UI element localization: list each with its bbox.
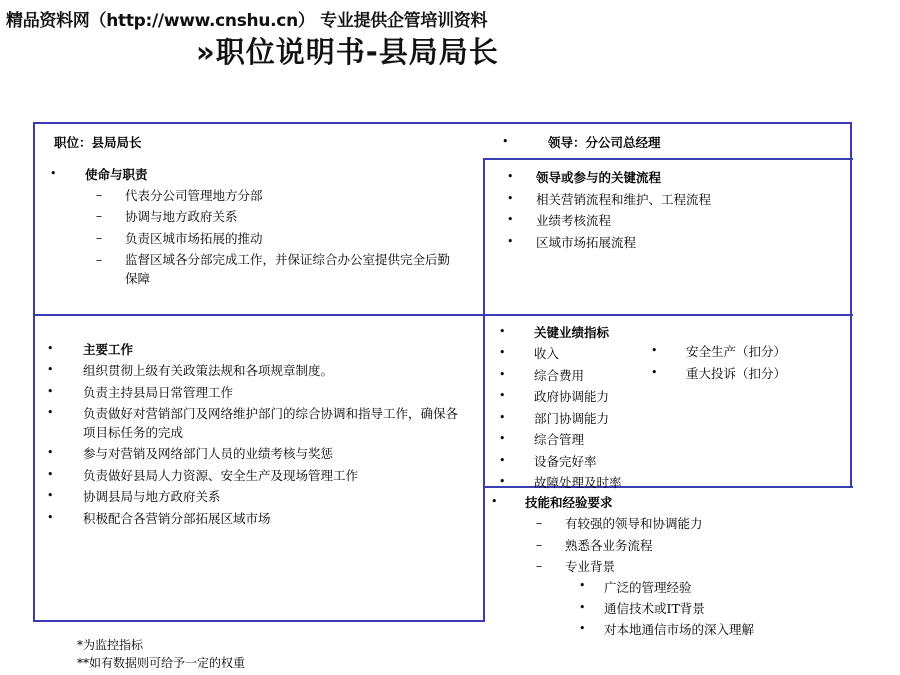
mission-item: 负责区城市场拓展的推动 bbox=[125, 231, 263, 246]
kpi-item: 综合管理 bbox=[534, 432, 585, 447]
kpi-item: 收入 bbox=[534, 346, 560, 361]
skills-heading: 技能和经验要求 bbox=[525, 495, 613, 510]
bullet-icon: • bbox=[50, 167, 57, 180]
table-right-border bbox=[850, 122, 852, 486]
bullet-icon: • bbox=[651, 344, 658, 357]
bullet-icon: • bbox=[47, 406, 54, 419]
table-middle-divider bbox=[483, 160, 485, 622]
kpi-heading: 关键业绩指标 bbox=[534, 325, 610, 340]
bullet-icon: • bbox=[499, 475, 506, 488]
process-item: 相关营销流程和维护、工程流程 bbox=[536, 192, 712, 207]
skill-item: 专业背景 bbox=[565, 559, 616, 574]
kpi-item: 政府协调能力 bbox=[534, 389, 610, 404]
table-left-border bbox=[33, 122, 35, 620]
background-item: 通信技术或IT背景 bbox=[604, 601, 705, 616]
kpi-item: 故障处理及时率 bbox=[534, 475, 622, 490]
dash-icon: – bbox=[96, 231, 102, 245]
bullet-icon: • bbox=[507, 170, 514, 183]
table-top-border bbox=[33, 122, 852, 124]
bullet-icon: • bbox=[47, 363, 54, 376]
kpi-item: 部门协调能力 bbox=[534, 411, 610, 426]
work-item: 组织贯彻上级有关政策法规和各项规章制度。 bbox=[83, 363, 334, 378]
bullet-icon: • bbox=[47, 511, 54, 524]
mission-item: 协调与地方政府关系 bbox=[125, 209, 238, 224]
table-divider-right-mid bbox=[483, 314, 853, 316]
bullet-icon: • bbox=[47, 468, 54, 481]
dash-icon: – bbox=[96, 209, 102, 223]
processes-heading: 领导或参与的关键流程 bbox=[536, 170, 662, 185]
kpi-item: 重大投诉（扣分） bbox=[686, 366, 787, 381]
bullet-icon: • bbox=[507, 213, 514, 226]
work-item: 协调县局与地方政府关系 bbox=[83, 489, 221, 504]
table-bottom-border bbox=[33, 620, 485, 622]
bullet-icon: • bbox=[47, 385, 54, 398]
skill-item: 有较强的领导和协调能力 bbox=[565, 516, 703, 531]
bullet-icon: • bbox=[579, 622, 586, 635]
work-item: 负责做好对营销部门及网络维护部门的综合协调和指导工作，确保各项目标任务的完成 bbox=[83, 406, 459, 440]
kpi-item: 设备完好率 bbox=[534, 454, 597, 469]
skill-item: 熟悉各业务流程 bbox=[565, 538, 653, 553]
work-heading: 主要工作 bbox=[83, 342, 134, 357]
bullet-icon: • bbox=[499, 432, 506, 445]
bullet-icon: • bbox=[499, 389, 506, 402]
bullet-icon: • bbox=[507, 235, 514, 248]
bullet-icon: • bbox=[499, 411, 506, 424]
background-item: 广泛的管理经验 bbox=[604, 580, 692, 595]
bullet-icon: • bbox=[47, 489, 54, 502]
footnote: **如有数据则可给予一定的权重 bbox=[77, 656, 246, 670]
kpi-item: 综合费用 bbox=[534, 368, 585, 383]
process-item: 业绩考核流程 bbox=[536, 213, 612, 228]
bullet-icon: • bbox=[499, 346, 506, 359]
mission-item: 代表分公司管理地方分部 bbox=[125, 188, 263, 203]
mission-item: 监督区域各分部完成工作，并保证综合办公室提供完全后勤保障 bbox=[125, 252, 451, 286]
background-item: 对本地通信市场的深入理解 bbox=[604, 622, 755, 637]
bullet-icon: • bbox=[499, 454, 506, 467]
dash-icon: – bbox=[536, 516, 542, 530]
leader-label: 领导：分公司总经理 bbox=[548, 135, 661, 150]
table-divider-right-top bbox=[483, 158, 853, 160]
bullet-icon: • bbox=[47, 446, 54, 459]
work-item: 负责主持县局日常管理工作 bbox=[83, 385, 234, 400]
bullet-icon: • bbox=[502, 135, 509, 148]
process-item: 区域市场拓展流程 bbox=[536, 235, 637, 250]
work-item: 参与对营销及网络部门人员的业绩考核与奖惩 bbox=[83, 446, 334, 461]
kpi-item: 安全生产（扣分） bbox=[686, 344, 787, 359]
dash-icon: – bbox=[536, 538, 542, 552]
page-title: »职位说明书-县局局长 bbox=[196, 35, 499, 69]
bullet-icon: • bbox=[579, 601, 586, 614]
bullet-icon: • bbox=[499, 368, 506, 381]
footnote: *为监控指标 bbox=[77, 638, 144, 652]
work-item: 负责做好县局人力资源、安全生产及现场管理工作 bbox=[83, 468, 359, 483]
bullet-icon: • bbox=[499, 325, 506, 338]
bullet-icon: • bbox=[579, 579, 586, 592]
position-label: 职位：县局局长 bbox=[54, 135, 142, 150]
bullet-icon: • bbox=[491, 495, 498, 508]
site-banner: 精品资料网（http://www.cnshu.cn） 专业提供企管培训资料 bbox=[6, 11, 488, 31]
table-divider-left-mid bbox=[33, 314, 483, 316]
mission-heading: 使命与职责 bbox=[85, 167, 148, 182]
dash-icon: – bbox=[96, 188, 102, 202]
bullet-icon: • bbox=[47, 342, 54, 355]
dash-icon: – bbox=[536, 559, 542, 573]
dash-icon: – bbox=[96, 253, 102, 267]
work-item: 积极配合各营销分部拓展区域市场 bbox=[83, 511, 271, 526]
bullet-icon: • bbox=[507, 192, 514, 205]
bullet-icon: • bbox=[651, 366, 658, 379]
